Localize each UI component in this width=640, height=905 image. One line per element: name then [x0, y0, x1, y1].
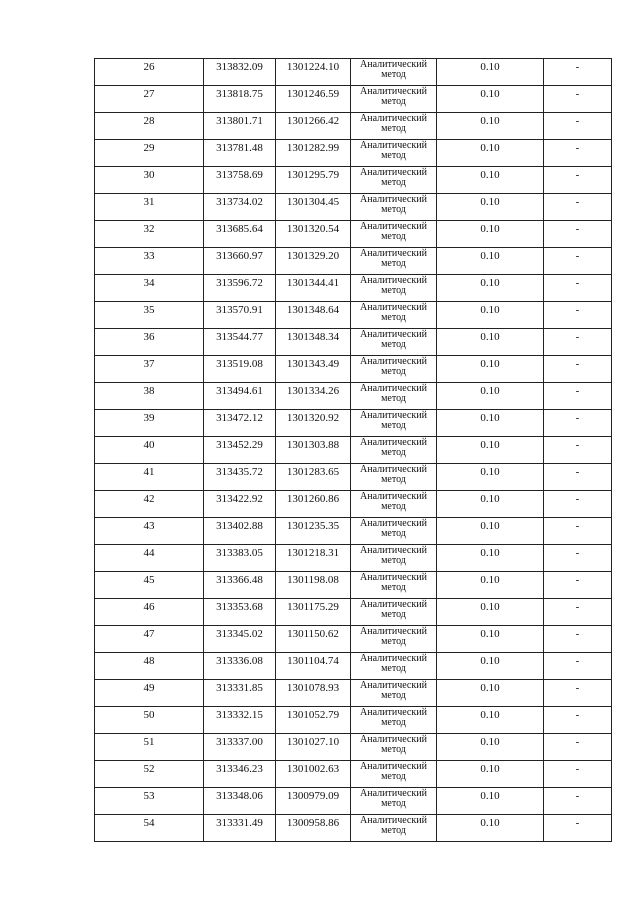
table-row	[95, 734, 612, 761]
method-line-1: Аналитический	[360, 437, 427, 448]
accuracy-cell: 0.10	[437, 707, 544, 734]
method-cell	[351, 491, 437, 518]
accuracy-cell: 0.10	[437, 356, 544, 383]
method-line-2: метод	[381, 339, 406, 350]
table-row	[95, 383, 612, 410]
x-coordinate-cell: 313422.92	[204, 491, 276, 518]
method-line-2: метод	[381, 474, 406, 485]
method-line-2: метод	[381, 825, 406, 836]
note-cell: -	[544, 86, 612, 113]
x-coordinate-cell: 313544.77	[204, 329, 276, 356]
accuracy-cell: 0.10	[437, 140, 544, 167]
y-coordinate-cell: 1301348.64	[276, 302, 351, 329]
accuracy-cell: 0.10	[437, 464, 544, 491]
method-line-1: Аналитический	[360, 356, 427, 367]
y-coordinate-cell: 1301303.88	[276, 437, 351, 464]
note-cell: -	[544, 788, 612, 815]
table-row	[95, 491, 612, 518]
x-coordinate-cell: 313818.75	[204, 86, 276, 113]
method-cell	[351, 572, 437, 599]
method-line-1: Аналитический	[360, 599, 427, 610]
method-cell	[351, 275, 437, 302]
x-coordinate-cell: 313402.88	[204, 518, 276, 545]
method-line-1: Аналитический	[360, 140, 427, 151]
method-line-2: метод	[381, 555, 406, 566]
point-number-cell: 32	[95, 221, 204, 248]
method-line-1: Аналитический	[360, 815, 427, 826]
note-cell: -	[544, 734, 612, 761]
coordinates-table	[94, 58, 612, 842]
method-line-1: Аналитический	[360, 113, 427, 124]
note-cell: -	[544, 491, 612, 518]
y-coordinate-cell: 1301283.65	[276, 464, 351, 491]
table-row	[95, 680, 612, 707]
y-coordinate-cell: 1301078.93	[276, 680, 351, 707]
table-row	[95, 599, 612, 626]
note-cell: -	[544, 194, 612, 221]
x-coordinate-cell: 313519.08	[204, 356, 276, 383]
accuracy-cell: 0.10	[437, 437, 544, 464]
y-coordinate-cell: 1301175.29	[276, 599, 351, 626]
accuracy-cell: 0.10	[437, 329, 544, 356]
method-cell	[351, 788, 437, 815]
table-row	[95, 113, 612, 140]
method-cell	[351, 545, 437, 572]
accuracy-cell: 0.10	[437, 410, 544, 437]
note-cell: -	[544, 572, 612, 599]
table-row	[95, 626, 612, 653]
method-cell	[351, 356, 437, 383]
method-line-2: метод	[381, 96, 406, 107]
method-line-1: Аналитический	[360, 194, 427, 205]
method-cell	[351, 653, 437, 680]
point-number-cell: 49	[95, 680, 204, 707]
note-cell: -	[544, 329, 612, 356]
x-coordinate-cell: 313345.02	[204, 626, 276, 653]
point-number-cell: 45	[95, 572, 204, 599]
x-coordinate-cell: 313596.72	[204, 275, 276, 302]
x-coordinate-cell: 313383.05	[204, 545, 276, 572]
table-row	[95, 167, 612, 194]
method-line-2: метод	[381, 582, 406, 593]
point-number-cell: 29	[95, 140, 204, 167]
method-line-2: метод	[381, 636, 406, 647]
x-coordinate-cell: 313660.97	[204, 248, 276, 275]
point-number-cell: 54	[95, 815, 204, 842]
method-line-1: Аналитический	[360, 653, 427, 664]
note-cell: -	[544, 410, 612, 437]
method-cell	[351, 464, 437, 491]
x-coordinate-cell: 313758.69	[204, 167, 276, 194]
accuracy-cell: 0.10	[437, 815, 544, 842]
table-row	[95, 653, 612, 680]
method-line-1: Аналитический	[360, 707, 427, 718]
y-coordinate-cell: 1301052.79	[276, 707, 351, 734]
method-line-1: Аналитический	[360, 248, 427, 259]
method-cell	[351, 113, 437, 140]
y-coordinate-cell: 1300958.86	[276, 815, 351, 842]
point-number-cell: 44	[95, 545, 204, 572]
accuracy-cell: 0.10	[437, 545, 544, 572]
method-line-2: метод	[381, 150, 406, 161]
y-coordinate-cell: 1301282.99	[276, 140, 351, 167]
y-coordinate-cell: 1301266.42	[276, 113, 351, 140]
method-line-1: Аналитический	[360, 518, 427, 529]
note-cell: -	[544, 275, 612, 302]
x-coordinate-cell: 313366.48	[204, 572, 276, 599]
x-coordinate-cell: 313781.48	[204, 140, 276, 167]
note-cell: -	[544, 356, 612, 383]
method-line-1: Аналитический	[360, 734, 427, 745]
table-row	[95, 329, 612, 356]
point-number-cell: 35	[95, 302, 204, 329]
note-cell: -	[544, 815, 612, 842]
accuracy-cell: 0.10	[437, 491, 544, 518]
method-line-2: метод	[381, 609, 406, 620]
method-cell	[351, 194, 437, 221]
method-line-2: метод	[381, 366, 406, 377]
y-coordinate-cell: 1300979.09	[276, 788, 351, 815]
table-row	[95, 410, 612, 437]
method-line-1: Аналитический	[360, 572, 427, 583]
method-line-2: метод	[381, 663, 406, 674]
y-coordinate-cell: 1301329.20	[276, 248, 351, 275]
y-coordinate-cell: 1301150.62	[276, 626, 351, 653]
method-line-1: Аналитический	[360, 680, 427, 691]
point-number-cell: 39	[95, 410, 204, 437]
method-line-2: метод	[381, 123, 406, 134]
method-cell	[351, 248, 437, 275]
x-coordinate-cell: 313331.49	[204, 815, 276, 842]
accuracy-cell: 0.10	[437, 626, 544, 653]
method-line-1: Аналитический	[360, 167, 427, 178]
y-coordinate-cell: 1301260.86	[276, 491, 351, 518]
accuracy-cell: 0.10	[437, 680, 544, 707]
method-line-2: метод	[381, 771, 406, 782]
note-cell: -	[544, 599, 612, 626]
point-number-cell: 36	[95, 329, 204, 356]
point-number-cell: 41	[95, 464, 204, 491]
y-coordinate-cell: 1301235.35	[276, 518, 351, 545]
note-cell: -	[544, 59, 612, 86]
x-coordinate-cell: 313685.64	[204, 221, 276, 248]
point-number-cell: 47	[95, 626, 204, 653]
accuracy-cell: 0.10	[437, 194, 544, 221]
method-cell	[351, 599, 437, 626]
accuracy-cell: 0.10	[437, 86, 544, 113]
note-cell: -	[544, 302, 612, 329]
method-line-2: метод	[381, 285, 406, 296]
table-row	[95, 275, 612, 302]
table-row	[95, 302, 612, 329]
method-cell	[351, 437, 437, 464]
accuracy-cell: 0.10	[437, 383, 544, 410]
note-cell: -	[544, 113, 612, 140]
y-coordinate-cell: 1301218.31	[276, 545, 351, 572]
method-line-1: Аналитический	[360, 788, 427, 799]
method-cell	[351, 221, 437, 248]
table-row	[95, 221, 612, 248]
note-cell: -	[544, 464, 612, 491]
method-line-1: Аналитический	[360, 545, 427, 556]
note-cell: -	[544, 761, 612, 788]
table-row	[95, 86, 612, 113]
note-cell: -	[544, 383, 612, 410]
method-cell	[351, 815, 437, 842]
note-cell: -	[544, 221, 612, 248]
x-coordinate-cell: 313472.12	[204, 410, 276, 437]
note-cell: -	[544, 437, 612, 464]
method-line-2: метод	[381, 69, 406, 80]
method-line-2: метод	[381, 447, 406, 458]
point-number-cell: 33	[95, 248, 204, 275]
x-coordinate-cell: 313435.72	[204, 464, 276, 491]
y-coordinate-cell: 1301198.08	[276, 572, 351, 599]
method-line-2: метод	[381, 798, 406, 809]
table-row	[95, 437, 612, 464]
accuracy-cell: 0.10	[437, 59, 544, 86]
point-number-cell: 28	[95, 113, 204, 140]
method-line-1: Аналитический	[360, 464, 427, 475]
table-row	[95, 140, 612, 167]
accuracy-cell: 0.10	[437, 599, 544, 626]
method-cell	[351, 383, 437, 410]
y-coordinate-cell: 1301344.41	[276, 275, 351, 302]
method-cell	[351, 680, 437, 707]
method-line-2: метод	[381, 231, 406, 242]
method-line-2: метод	[381, 393, 406, 404]
accuracy-cell: 0.10	[437, 734, 544, 761]
note-cell: -	[544, 518, 612, 545]
method-cell	[351, 707, 437, 734]
accuracy-cell: 0.10	[437, 788, 544, 815]
method-line-1: Аналитический	[360, 302, 427, 313]
x-coordinate-cell: 313452.29	[204, 437, 276, 464]
point-number-cell: 53	[95, 788, 204, 815]
method-line-2: метод	[381, 744, 406, 755]
method-cell	[351, 329, 437, 356]
y-coordinate-cell: 1301027.10	[276, 734, 351, 761]
accuracy-cell: 0.10	[437, 302, 544, 329]
table-row	[95, 761, 612, 788]
x-coordinate-cell: 313348.06	[204, 788, 276, 815]
method-cell	[351, 302, 437, 329]
y-coordinate-cell: 1301320.54	[276, 221, 351, 248]
point-number-cell: 48	[95, 653, 204, 680]
table-row	[95, 545, 612, 572]
note-cell: -	[544, 707, 612, 734]
x-coordinate-cell: 313832.09	[204, 59, 276, 86]
method-line-2: метод	[381, 690, 406, 701]
x-coordinate-cell: 313801.71	[204, 113, 276, 140]
point-number-cell: 43	[95, 518, 204, 545]
point-number-cell: 46	[95, 599, 204, 626]
y-coordinate-cell: 1301002.63	[276, 761, 351, 788]
note-cell: -	[544, 545, 612, 572]
y-coordinate-cell: 1301246.59	[276, 86, 351, 113]
point-number-cell: 30	[95, 167, 204, 194]
table-row	[95, 815, 612, 842]
method-line-1: Аналитический	[360, 59, 427, 70]
note-cell: -	[544, 248, 612, 275]
method-cell	[351, 86, 437, 113]
method-line-1: Аналитический	[360, 275, 427, 286]
y-coordinate-cell: 1301320.92	[276, 410, 351, 437]
method-line-2: метод	[381, 258, 406, 269]
accuracy-cell: 0.10	[437, 653, 544, 680]
method-line-2: метод	[381, 204, 406, 215]
method-cell	[351, 518, 437, 545]
table-row	[95, 788, 612, 815]
y-coordinate-cell: 1301348.34	[276, 329, 351, 356]
method-line-1: Аналитический	[360, 491, 427, 502]
x-coordinate-cell: 313346.23	[204, 761, 276, 788]
accuracy-cell: 0.10	[437, 275, 544, 302]
x-coordinate-cell: 313494.61	[204, 383, 276, 410]
note-cell: -	[544, 626, 612, 653]
y-coordinate-cell: 1301334.26	[276, 383, 351, 410]
method-line-1: Аналитический	[360, 410, 427, 421]
accuracy-cell: 0.10	[437, 221, 544, 248]
point-number-cell: 38	[95, 383, 204, 410]
x-coordinate-cell: 313332.15	[204, 707, 276, 734]
method-cell	[351, 626, 437, 653]
x-coordinate-cell: 313331.85	[204, 680, 276, 707]
accuracy-cell: 0.10	[437, 518, 544, 545]
method-line-2: метод	[381, 501, 406, 512]
x-coordinate-cell: 313353.68	[204, 599, 276, 626]
table-row	[95, 356, 612, 383]
note-cell: -	[544, 653, 612, 680]
method-cell	[351, 761, 437, 788]
accuracy-cell: 0.10	[437, 167, 544, 194]
table-row	[95, 518, 612, 545]
method-cell	[351, 734, 437, 761]
method-line-2: метод	[381, 312, 406, 323]
method-line-1: Аналитический	[360, 383, 427, 394]
point-number-cell: 51	[95, 734, 204, 761]
point-number-cell: 42	[95, 491, 204, 518]
point-number-cell: 40	[95, 437, 204, 464]
x-coordinate-cell: 313734.02	[204, 194, 276, 221]
accuracy-cell: 0.10	[437, 572, 544, 599]
x-coordinate-cell: 313337.00	[204, 734, 276, 761]
y-coordinate-cell: 1301224.10	[276, 59, 351, 86]
table-row	[95, 59, 612, 86]
method-line-1: Аналитический	[360, 329, 427, 340]
point-number-cell: 50	[95, 707, 204, 734]
method-line-1: Аналитический	[360, 221, 427, 232]
note-cell: -	[544, 680, 612, 707]
table-row	[95, 248, 612, 275]
x-coordinate-cell: 313570.91	[204, 302, 276, 329]
y-coordinate-cell: 1301343.49	[276, 356, 351, 383]
table-row	[95, 572, 612, 599]
x-coordinate-cell: 313336.08	[204, 653, 276, 680]
accuracy-cell: 0.10	[437, 113, 544, 140]
method-cell	[351, 410, 437, 437]
method-cell	[351, 59, 437, 86]
method-line-2: метод	[381, 528, 406, 539]
point-number-cell: 26	[95, 59, 204, 86]
method-line-1: Аналитический	[360, 626, 427, 637]
method-line-2: метод	[381, 420, 406, 431]
y-coordinate-cell: 1301304.45	[276, 194, 351, 221]
method-cell	[351, 140, 437, 167]
y-coordinate-cell: 1301104.74	[276, 653, 351, 680]
method-line-2: метод	[381, 717, 406, 728]
coordinates-table-body	[95, 59, 612, 842]
y-coordinate-cell: 1301295.79	[276, 167, 351, 194]
accuracy-cell: 0.10	[437, 248, 544, 275]
method-line-2: метод	[381, 177, 406, 188]
note-cell: -	[544, 140, 612, 167]
point-number-cell: 27	[95, 86, 204, 113]
point-number-cell: 34	[95, 275, 204, 302]
point-number-cell: 31	[95, 194, 204, 221]
method-line-1: Аналитический	[360, 86, 427, 97]
note-cell: -	[544, 167, 612, 194]
table-row	[95, 707, 612, 734]
point-number-cell: 37	[95, 356, 204, 383]
table-row	[95, 194, 612, 221]
table-row	[95, 464, 612, 491]
point-number-cell: 52	[95, 761, 204, 788]
method-line-1: Аналитический	[360, 761, 427, 772]
accuracy-cell: 0.10	[437, 761, 544, 788]
method-cell	[351, 167, 437, 194]
